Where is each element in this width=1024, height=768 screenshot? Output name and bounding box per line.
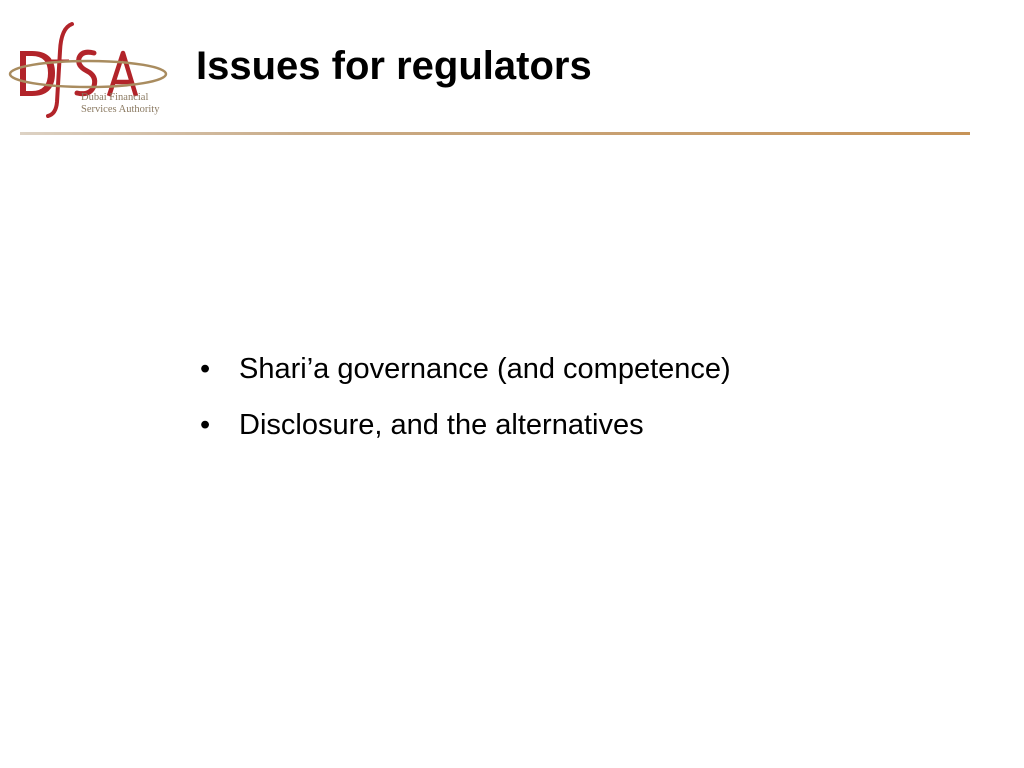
logo-caption <box>81 92 159 116</box>
bullet-item <box>200 352 731 386</box>
dfsa-logo <box>6 16 176 120</box>
bullet-marker: • <box>200 409 211 441</box>
bullet-marker: • <box>200 353 211 385</box>
logo-caption-line-1: Dubai Financial <box>81 92 149 103</box>
bullet-text: Shari’a governance (and competence) <box>239 353 731 385</box>
title-divider <box>20 132 970 135</box>
slide-title: Issues for regulators <box>196 44 592 88</box>
bullet-item <box>200 408 731 442</box>
logo-caption-line-2: Services Authority <box>81 104 160 115</box>
bullet-list <box>200 352 731 464</box>
bullet-text: Disclosure, and the alternatives <box>239 409 644 441</box>
